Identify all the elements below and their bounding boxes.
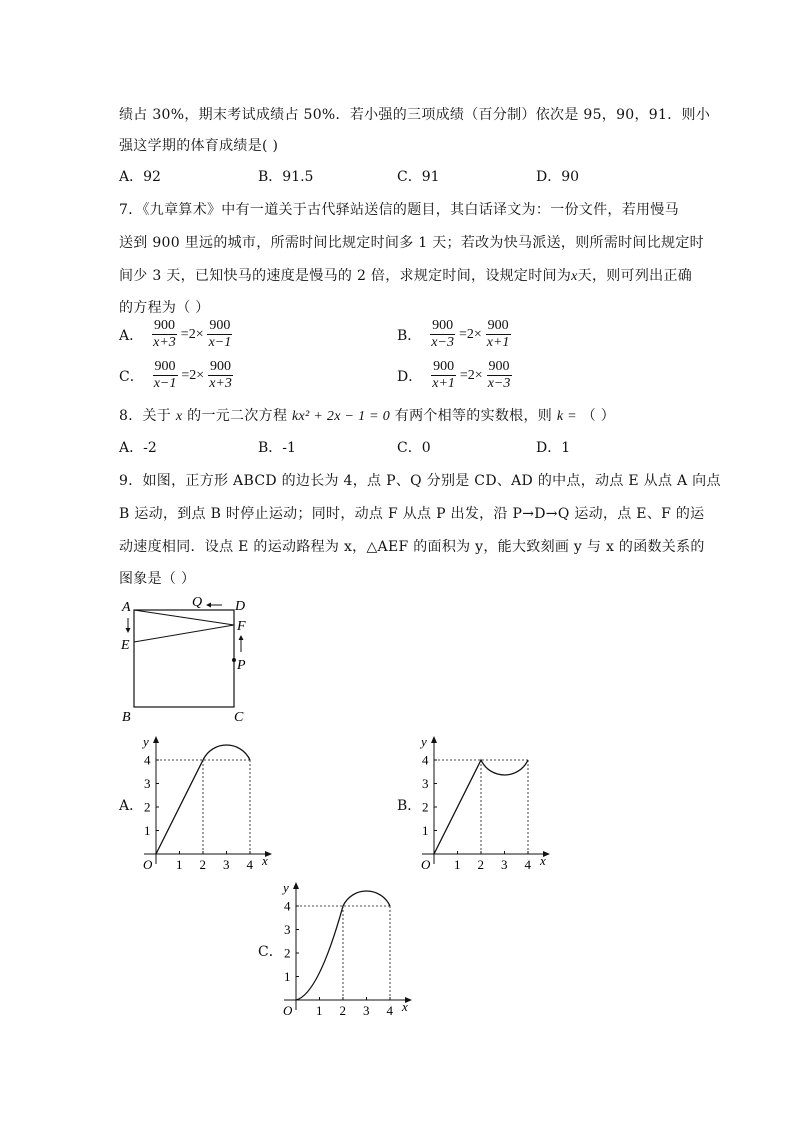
x-tick-label: 4	[524, 857, 531, 870]
x-tick-label: 3	[363, 1003, 370, 1016]
label-a: A	[122, 600, 131, 615]
q7-option-b-mid: =2×	[458, 326, 482, 342]
y-tick-label: 3	[284, 922, 291, 937]
function-curve	[434, 760, 528, 854]
q7-option-c-frac-1	[152, 359, 179, 392]
y-axis-arrow-icon	[431, 736, 437, 743]
q8-option-b[interactable]: B．-1	[258, 440, 296, 456]
q9-line-4: 图象是（ ）	[119, 571, 196, 587]
q8-option-a[interactable]: A．-2	[119, 440, 157, 456]
q7-option-b-frac-1	[429, 318, 456, 351]
graph-option-b-label[interactable]: B．	[397, 798, 422, 814]
denominator: x+3	[153, 335, 176, 350]
q7-line-3	[119, 265, 692, 285]
y-axis-label: y	[421, 734, 427, 749]
q8-prefix: 8．关于	[119, 408, 172, 424]
denominator: x−1	[153, 376, 177, 391]
denominator: x−1	[208, 335, 232, 350]
y-tick-label: 1	[144, 823, 151, 838]
q7-option-c[interactable]	[119, 359, 234, 392]
graph-option-c-label[interactable]: C．	[258, 944, 283, 960]
y-tick-label: 3	[422, 776, 429, 791]
q8-line	[119, 405, 615, 425]
y-axis-label: y	[283, 880, 289, 895]
q7-line-1: 7．《九章算术》中有一道关于古代驿站送信的题目，其白话译文为：一份文件，若用慢马	[119, 202, 679, 218]
q7-option-a-frac-1	[151, 318, 178, 351]
x-axis-label: x	[540, 853, 546, 868]
q7-line-2: 送到 900 里远的城市，所需时间比规定时间多 1 天；若改为快马派送，则所需时间比规定时	[119, 235, 704, 251]
q8-option-c[interactable]: C．0	[397, 440, 431, 456]
x-tick-label: 2	[199, 857, 206, 870]
q6-option-c[interactable]: C．91	[397, 169, 440, 185]
x-tick-label: 1	[454, 857, 461, 870]
q7-option-d-mid: =2×	[459, 367, 483, 383]
y-tick-label: 1	[422, 823, 429, 838]
y-tick-label: 2	[422, 799, 429, 815]
q9-line-3: 动速度相同．设点 E 的运动路程为 x，△AEF 的面积为 y，能大致刻画 y 与 x 的函数关系的	[119, 539, 705, 555]
q6-option-d[interactable]: D．90	[536, 169, 580, 185]
numerator: 900	[432, 318, 454, 333]
q7-line-3-a: 间少 3 天，已知快马的速度是慢马的 2 倍，求规定时间，设规定时间为	[119, 268, 572, 284]
numerator: 900	[210, 359, 232, 374]
a-arrowhead-icon	[126, 628, 131, 633]
q8-end: （ ）	[581, 408, 616, 424]
label-d: D	[235, 599, 246, 614]
label-c: C	[234, 710, 244, 725]
q7-option-d-frac-1	[430, 359, 457, 392]
q8-k-symbol: k =	[556, 409, 577, 424]
numerator: 900	[209, 318, 231, 333]
q6-option-b[interactable]: B．91.5	[258, 169, 314, 185]
q7-line-4: 的方程为（ ）	[119, 300, 210, 316]
q7-option-a-label: A．	[119, 327, 144, 344]
x-tick-label: 3	[501, 857, 508, 870]
numerator: 900	[154, 359, 176, 374]
q-arrowhead-icon	[206, 603, 211, 608]
y-axis-arrow-icon	[293, 882, 299, 889]
numerator: 900	[153, 318, 175, 333]
q8-middle: 的一元二次方程	[187, 408, 288, 424]
numerator: 900	[488, 359, 510, 374]
q7-option-a[interactable]	[119, 318, 233, 351]
y-axis-label: y	[143, 734, 149, 749]
q7-option-a-frac-2	[207, 318, 234, 351]
label-p: P	[237, 658, 246, 673]
p-arrowhead-icon	[239, 635, 244, 640]
label-q: Q	[192, 595, 203, 610]
q7-line-3-b: 天，则可列出正确	[577, 268, 693, 284]
graph-option-a-label[interactable]: A．	[119, 798, 144, 814]
q6-option-a[interactable]: A．92	[119, 169, 161, 185]
q7-option-b-frac-2	[485, 318, 512, 351]
numerator: 900	[487, 318, 509, 333]
q7-variable-x: x	[571, 269, 578, 284]
q9-line-2: B 运动，到点 B 时停止运动；同时，动点 F 从点 P 出发，沿 P→D→Q 运动，点 E、F 的运	[119, 506, 705, 522]
square-diagram	[110, 590, 260, 730]
x-tick-label: 4	[246, 857, 253, 870]
denominator: x−3	[431, 335, 454, 350]
y-tick-label: 4	[284, 898, 291, 914]
y-tick-label: 1	[284, 969, 291, 984]
q7-option-b[interactable]	[397, 318, 511, 351]
q8-option-d[interactable]: D．1	[536, 440, 571, 456]
numerator: 900	[433, 359, 455, 374]
segment-ef	[134, 625, 234, 642]
y-tick-label: 4	[422, 752, 429, 768]
x-tick-label: 1	[176, 857, 183, 870]
q6-line-2: 强这学期的体育成绩是( )	[119, 138, 279, 154]
q8-variable-x: x	[175, 409, 183, 424]
x-axis-label: x	[402, 999, 408, 1014]
denominator: x+1	[432, 376, 455, 391]
denominator: x+1	[486, 335, 510, 350]
origin-label: O	[283, 1003, 293, 1016]
q7-option-c-mid: =2×	[181, 367, 205, 383]
y-axis-arrow-icon	[153, 736, 159, 743]
y-tick-label: 2	[144, 799, 151, 815]
q9-line-1: 9．如图，正方形 ABCD 的边长为 4，点 P、Q 分别是 CD、AD 的中点，动点 E 从点 A 向点	[119, 473, 721, 489]
label-b: B	[122, 710, 131, 725]
y-tick-label: 3	[144, 776, 151, 791]
label-e: E	[121, 638, 130, 653]
x-tick-label: 2	[339, 1003, 346, 1016]
q6-line-1: 绩占 30%，期末考试成绩占 50%．若小强的三项成绩（百分制）依次是 95，90，91．则小	[119, 107, 711, 123]
segment-af	[134, 610, 234, 625]
q7-option-c-frac-2	[207, 359, 234, 392]
graph-c[interactable]	[280, 876, 420, 1016]
q8-equation: kx² + 2x − 1 = 0	[292, 409, 391, 424]
q7-option-d-label: D．	[397, 368, 423, 385]
x-tick-label: 3	[223, 857, 230, 870]
graph-b[interactable]	[418, 730, 558, 870]
denominator: x−3	[487, 376, 511, 391]
origin-label: O	[421, 857, 431, 870]
q7-option-d[interactable]	[397, 359, 512, 392]
square-abcd	[134, 610, 234, 707]
x-tick-label: 4	[386, 1003, 393, 1016]
x-axis-label: x	[262, 853, 268, 868]
q7-option-b-label: B．	[397, 327, 422, 344]
y-tick-label: 4	[144, 752, 151, 768]
denominator: x+3	[209, 376, 232, 391]
q7-option-d-frac-2	[486, 359, 513, 392]
x-tick-label: 2	[477, 857, 484, 870]
y-tick-label: 2	[284, 945, 291, 961]
x-tick-label: 1	[316, 1003, 323, 1016]
q7-option-c-label: C．	[119, 368, 144, 385]
q8-suffix: 有两个相等的实数根，则	[394, 408, 553, 424]
q7-option-a-mid: =2×	[180, 326, 204, 342]
origin-label: O	[143, 857, 153, 870]
graph-a[interactable]	[140, 730, 280, 870]
point-p-dot	[232, 658, 236, 662]
label-f: F	[237, 619, 246, 634]
